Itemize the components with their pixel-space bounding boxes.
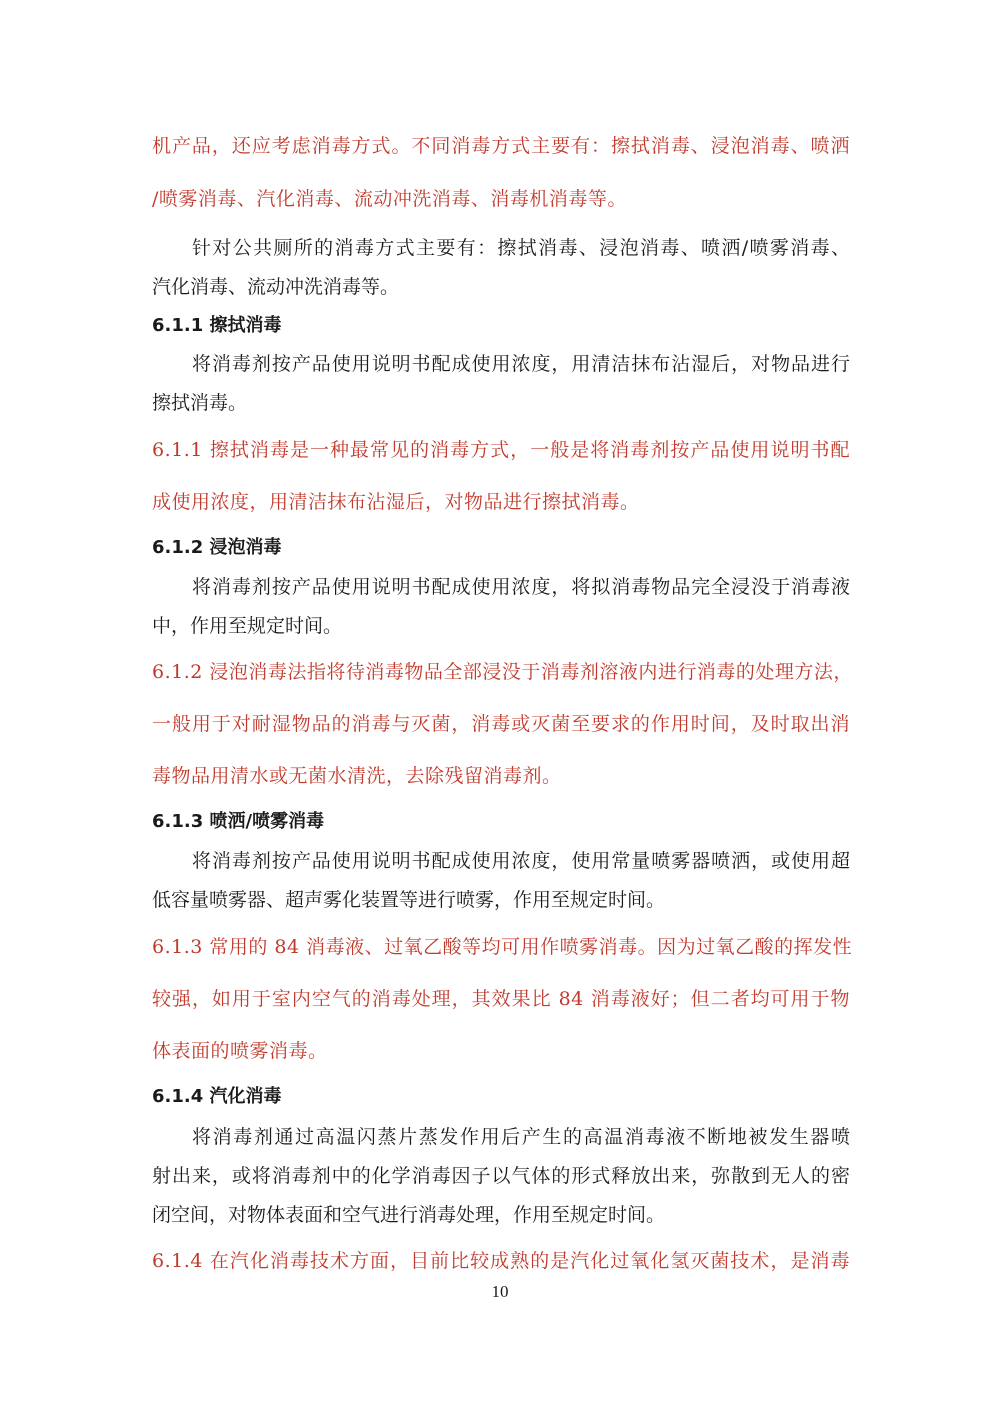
annotation-line: 机产品，还应考虑消毒方式。不同消毒方式主要有：擦拭消毒、浸泡消毒、喷洒 bbox=[152, 135, 850, 157]
body-line: 射出来，或将消毒剂中的化学消毒因子以气体的形式释放出来，弥散到无人的密 bbox=[152, 1165, 850, 1187]
body-line: 低容量喷雾器、超声雾化装置等进行喷雾，作用至规定时间。 bbox=[152, 889, 666, 911]
annotation-line: 6.1.3 常用的 84 消毒液、过氧乙酸等均可用作喷雾消毒。因为过氧乙酸的挥发性 bbox=[152, 936, 853, 958]
body-line: 擦拭消毒。 bbox=[152, 392, 248, 414]
annotation-line: 体表面的喷雾消毒。 bbox=[152, 1040, 328, 1062]
body-line: 将消毒剂按产品使用说明书配成使用浓度，使用常量喷雾器喷洒，或使用超 bbox=[192, 850, 850, 872]
annotation-line: 成使用浓度，用清洁抹布沾湿后，对物品进行擦拭消毒。 bbox=[152, 491, 640, 513]
annotation-line: 6.1.1 擦拭消毒是一种最常见的消毒方式，一般是将消毒剂按产品使用说明书配 bbox=[152, 439, 850, 461]
annotation-line: /喷雾消毒、汽化消毒、流动冲洗消毒、消毒机消毒等。 bbox=[152, 188, 627, 210]
section-heading-6-1-2: 6.1.2 浸泡消毒 bbox=[152, 537, 282, 558]
body-line: 闭空间，对物体表面和空气进行消毒处理，作用至规定时间。 bbox=[152, 1204, 666, 1226]
section-heading-6-1-1: 6.1.1 擦拭消毒 bbox=[152, 315, 282, 336]
body-line: 将消毒剂按产品使用说明书配成使用浓度，用清洁抹布沾湿后，对物品进行 bbox=[192, 353, 850, 375]
body-line: 将消毒剂按产品使用说明书配成使用浓度，将拟消毒物品完全浸没于消毒液 bbox=[192, 576, 850, 598]
body-line: 中，作用至规定时间。 bbox=[152, 615, 343, 637]
annotation-line: 6.1.4 在汽化消毒技术方面，目前比较成熟的是汽化过氧化氢灭菌技术，是消毒 bbox=[152, 1250, 850, 1272]
page-number: 10 bbox=[491, 1282, 509, 1301]
body-line: 针对公共厕所的消毒方式主要有：擦拭消毒、浸泡消毒、喷洒/喷雾消毒、 bbox=[192, 237, 850, 259]
section-heading-6-1-3: 6.1.3 喷洒/喷雾消毒 bbox=[152, 811, 325, 832]
section-heading-6-1-4: 6.1.4 汽化消毒 bbox=[152, 1086, 282, 1107]
body-line: 汽化消毒、流动冲洗消毒等。 bbox=[152, 276, 400, 298]
annotation-line: 一般用于对耐湿物品的消毒与灭菌，消毒或灭菌至要求的作用时间，及时取出消 bbox=[152, 713, 850, 735]
body-line: 将消毒剂通过高温闪蒸片蒸发作用后产生的高温消毒液不断地被发生器喷 bbox=[192, 1126, 850, 1148]
annotation-line: 6.1.2 浸泡消毒法指将待消毒物品全部浸没于消毒剂溶液内进行消毒的处理方法， bbox=[152, 661, 853, 683]
annotation-line: 较强，如用于室内空气的消毒处理，其效果比 84 消毒液好；但二者均可用于物 bbox=[152, 988, 850, 1010]
annotation-line: 毒物品用清水或无菌水清洗，去除残留消毒剂。 bbox=[152, 765, 562, 787]
